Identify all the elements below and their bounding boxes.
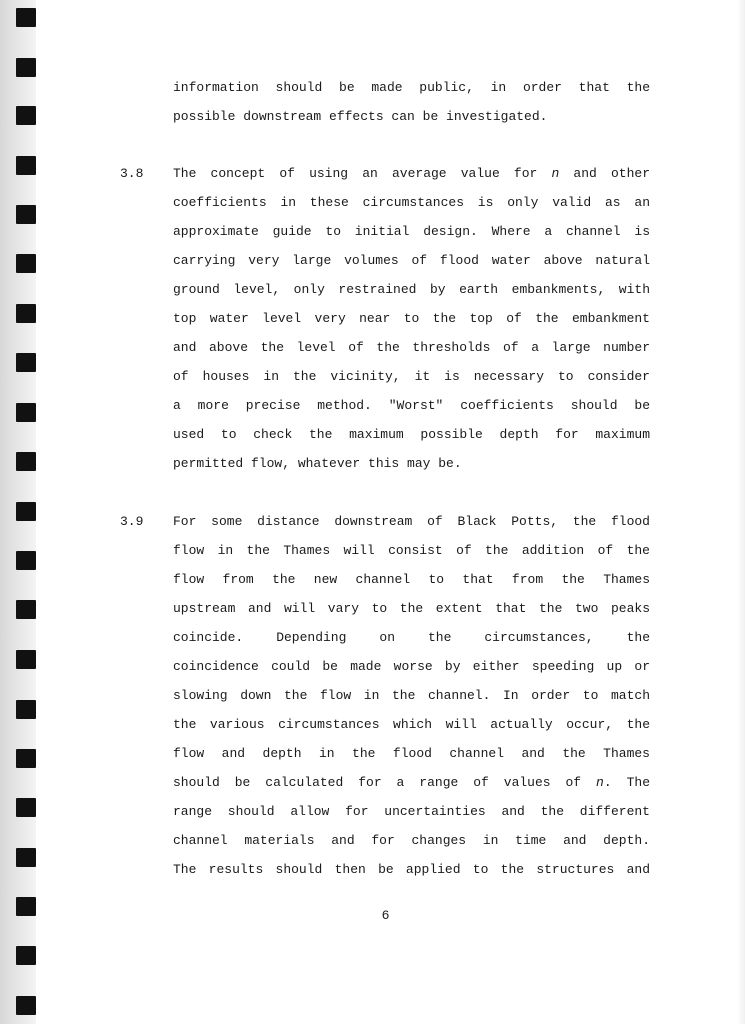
text-line: of houses in the vicinity, it is necessary to consider — [173, 369, 650, 384]
binding-hole — [16, 58, 36, 77]
binding-hole — [16, 848, 36, 867]
binding-hole — [16, 551, 36, 570]
text-line: the various circumstances which will actually occur, the — [173, 717, 650, 732]
spiral-binding-strip — [0, 0, 36, 1024]
text-line: carrying very large volumes of flood water above natural — [173, 253, 650, 268]
text-line: used to check the maximum possible depth for maximum — [173, 427, 650, 442]
text-line: The results should then be applied to the structures and — [173, 862, 650, 877]
binding-hole — [16, 304, 36, 323]
text-line: permitted flow, whatever this may be. — [173, 456, 462, 471]
binding-hole — [16, 403, 36, 422]
binding-hole — [16, 996, 36, 1015]
binding-hole — [16, 8, 36, 27]
text-line: coincidence could be made worse by either speeding up or — [173, 659, 650, 674]
binding-hole — [16, 700, 36, 719]
binding-hole — [16, 650, 36, 669]
text-line: flow in the Thames will consist of the addition of the — [173, 543, 650, 558]
text-line: approximate guide to initial design. Where a channel is — [173, 224, 650, 239]
binding-hole — [16, 156, 36, 175]
binding-hole — [16, 205, 36, 224]
text-line: a more precise method. "Worst" coefficients should be — [173, 398, 650, 413]
text-line: range should allow for uncertainties and the different — [173, 804, 650, 819]
binding-hole — [16, 254, 36, 273]
text-line: possible downstream effects can be investigated. — [173, 109, 548, 124]
text-line: information should be made public, in order that the — [173, 80, 650, 95]
text-line: The concept of using an average value for n and other — [173, 166, 650, 181]
text-line: should be calculated for a range of values of n. The — [173, 775, 650, 790]
text-line: flow and depth in the flood channel and the Thames — [173, 746, 650, 761]
binding-hole — [16, 798, 36, 817]
text-line: channel materials and for changes in time and depth. — [173, 833, 650, 848]
text-line: coefficients in these circumstances is only valid as an — [173, 195, 650, 210]
binding-hole — [16, 946, 36, 965]
binding-hole — [16, 502, 36, 521]
text-line: flow from the new channel to that from the Thames — [173, 572, 650, 587]
paragraph-number: 3.9 — [120, 514, 144, 529]
text-line: slowing down the flow in the channel. In order to match — [173, 688, 650, 703]
text-line: upstream and will vary to the extent that the two peaks — [173, 601, 650, 616]
text-line: and above the level of the thresholds of a large number — [173, 340, 650, 355]
text-line: ground level, only restrained by earth embankments, with — [173, 282, 650, 297]
binding-hole — [16, 600, 36, 619]
page-number: 6 — [381, 908, 390, 923]
binding-hole — [16, 353, 36, 372]
text-line: For some distance downstream of Black Potts, the flood — [173, 514, 650, 529]
paragraph-number: 3.8 — [120, 166, 144, 181]
page-edge-shadow — [737, 0, 745, 1024]
binding-hole — [16, 749, 36, 768]
binding-hole — [16, 106, 36, 125]
text-line: coincide. Depending on the circumstances, the — [173, 630, 650, 645]
binding-hole — [16, 452, 36, 471]
text-line: top water level very near to the top of the embankment — [173, 311, 650, 326]
